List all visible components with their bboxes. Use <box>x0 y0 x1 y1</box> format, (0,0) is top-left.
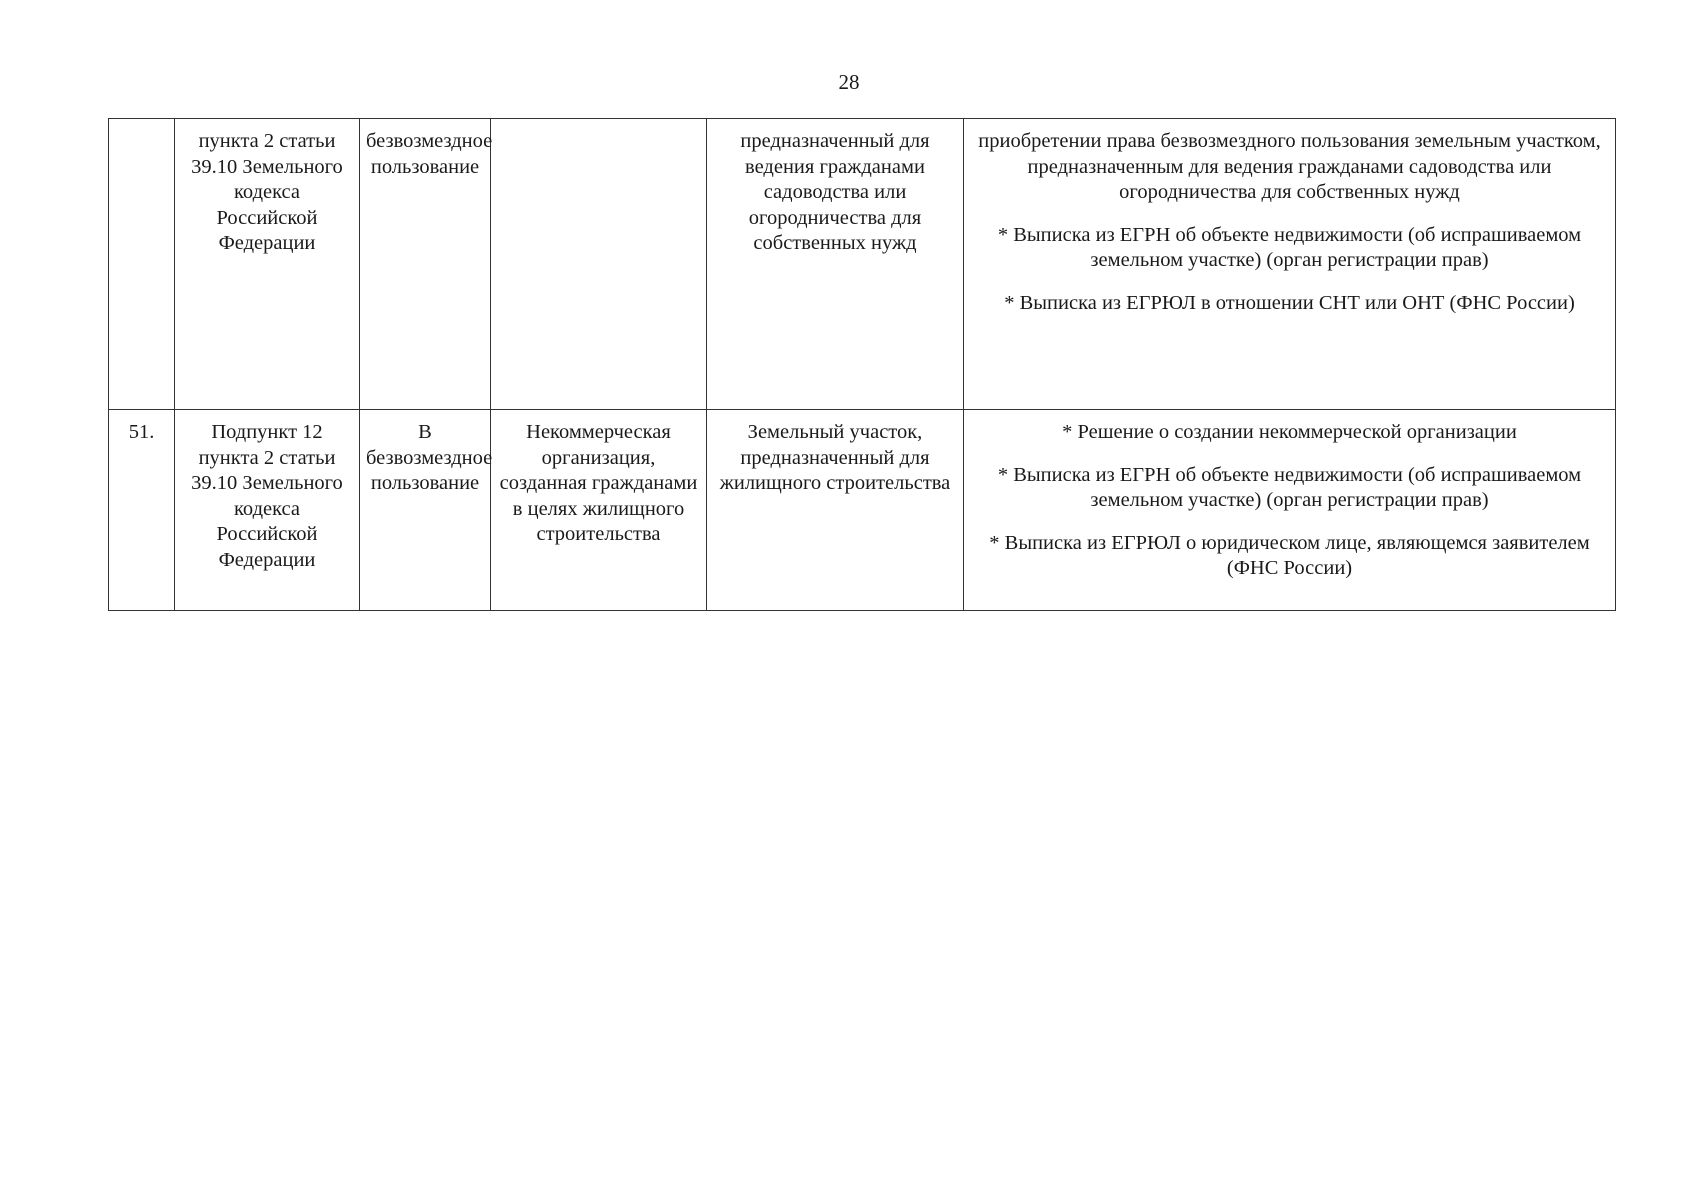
page-number: 28 <box>838 70 860 94</box>
table-row <box>109 119 1616 410</box>
document-item: * Выписка из ЕГРН об объекте недвижимости (об испрашиваемом земельном участке) (орган регистрации прав) <box>997 223 1582 271</box>
right-type-cell: безвозмездное пользование <box>360 119 491 410</box>
document-item: * Выписка из ЕГРН об объекте недвижимости (об испрашиваемом земельном участке) (орган регистрации прав) <box>997 463 1582 511</box>
row-number-cell: 51. <box>109 410 175 611</box>
land-plot-cell: Земельный участок, предназначенный для жилищного строительства <box>707 410 964 611</box>
applicant-cell: Некоммерческая организация, созданная гражданами в целях жилищного строительства <box>491 410 707 611</box>
table-row <box>109 410 1616 611</box>
legal-basis-cell: Подпункт 12 пункта 2 статьи 39.10 Земельного кодекса Российской Федерации <box>175 410 360 611</box>
document-item: * Выписка из ЕГРЮЛ о юридическом лице, являющемся заявителем (ФНС России) <box>989 531 1590 579</box>
document-item: приобретении права безвозмездного пользования земельным участком, предназначенным для ведения гражданами садоводства или огородничества для собственных нужд <box>978 130 1601 203</box>
land-plot-cell: предназначенный для ведения гражданами садоводства или огородничества для собственных нужд <box>707 119 964 410</box>
row-number-cell <box>109 119 175 410</box>
document-item: * Решение о создании некоммерческой организации <box>1062 421 1517 443</box>
documents-cell <box>964 119 1616 410</box>
legal-basis-cell: пункта 2 статьи 39.10 Земельного кодекса Российской Федерации <box>175 119 360 410</box>
document-table <box>108 118 1616 611</box>
document-item: * Выписка из ЕГРЮЛ в отношении СНТ или ОНТ (ФНС России) <box>1004 291 1575 314</box>
right-type-cell: В безвозмездное пользование <box>360 410 491 611</box>
applicant-cell <box>491 119 707 410</box>
documents-cell <box>964 410 1616 611</box>
